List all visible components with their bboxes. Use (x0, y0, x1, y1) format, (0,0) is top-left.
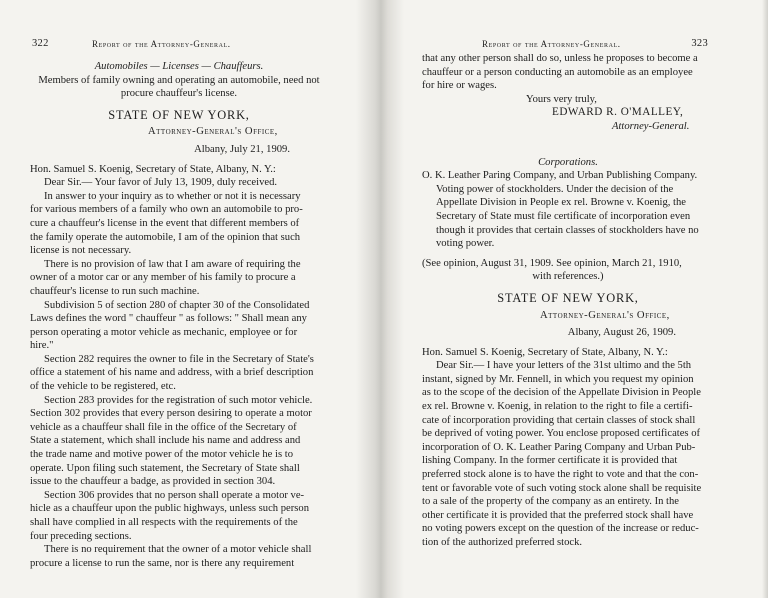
body-line: for hire or wages. (422, 80, 497, 92)
body-line: shall have complied in all respects with the requirements of the (30, 517, 298, 528)
summary-line: Voting power of stockholders. Under the decision of the (436, 183, 674, 195)
body-line: State a statement, which shall include his name and address and (30, 435, 301, 447)
state-heading: STATE OF NEW YORK, (108, 107, 250, 122)
summary-line: procure chauffeur's license. (120, 88, 238, 100)
summary-line: Members of family owning and operating an automobile, need not (38, 74, 320, 86)
state-heading: STATE OF NEW YORK, (497, 290, 639, 305)
see-opinion: (See opinion, August 31, 1909. See opinion, March 21, 1910, (422, 257, 682, 269)
right-page-header (422, 38, 714, 52)
office-line: Attorney-General's Office, (540, 309, 670, 321)
body-line: Subdivision 5 of section 280 of chapter 30 of the Consolidated (44, 299, 310, 311)
running-head: Report of the Attorney-General. (92, 39, 231, 49)
body-line: to a sale of the property of the company as an entirety. In the (422, 496, 680, 508)
dateline: Albany, August 26, 1909. (567, 327, 676, 339)
body-line: four preceding sections. (30, 530, 132, 542)
office-line: Attorney-General's Office, (148, 126, 278, 138)
body-line: chauffeur's license to run such machine. (30, 285, 200, 297)
closing: Yours very truly, (526, 93, 597, 105)
body-line: issue to the chauffeur a badge, as provided in section 304. (30, 476, 276, 488)
body-line: operate. Upon filing such statement, the Secretary of State shall (30, 462, 300, 474)
body-line: hire." (30, 340, 54, 352)
addressee: Hon. Samuel S. Koenig, Secretary of State, Albany, N. Y.: (30, 163, 276, 175)
page-number: 323 (691, 38, 708, 49)
summary-line: voting power. (436, 238, 495, 250)
body-line: license is not necessary. (30, 245, 132, 257)
page-number: 322 (32, 38, 49, 49)
body-line: owner of a motor car or any member of his family to procure a (30, 272, 296, 284)
body-line: Section 283 provides for the registration of such motor vehicle. (44, 394, 313, 406)
body-line: vehicle as a chauffeur shall file in the office of the Secretary of (30, 421, 297, 433)
body-line: Section 306 provides that no person shall operate a motor ve- (44, 489, 305, 501)
dateline: Albany, July 21, 1909. (194, 143, 290, 155)
body-line: instant, signed by Mr. Fennell, in which you request my opinion (422, 373, 694, 385)
body-line: preferred stock alone is to have the right to vote and that the con- (422, 469, 699, 481)
left-page-header (30, 38, 328, 52)
summary-line: Secretary of State must file certificate of incorporation even (436, 210, 691, 222)
left-page (30, 0, 328, 570)
running-head: Report of the Attorney-General. (482, 39, 621, 49)
addressee: Hon. Samuel S. Koenig, Secretary of State, Albany, N. Y.: (422, 346, 668, 358)
right-page (422, 0, 714, 550)
body-line: the trade name and motive power of the motor vehicle he is to (30, 449, 293, 461)
body-line: the family operate the automobile, I am of the opinion that such (30, 231, 301, 243)
summary-line: O. K. Leather Paring Company, and Urban Publishing Company. (422, 170, 698, 182)
body-line: chauffeur or a person conducting an automobile as an employee (422, 66, 693, 78)
body-line: of the vehicle to be registered, etc. (30, 381, 176, 393)
signature: EDWARD R. O'MALLEY, (552, 106, 684, 119)
summary-line: Appellate Division in People ex rel. Browne v. Koenig, the (436, 197, 686, 209)
body-line: hicle as a chauffeur upon the public highways, unless such person (30, 503, 309, 515)
body-line: office a statement of his name and address, with a brief description (30, 367, 314, 379)
body-line: procure a license to run the same, nor is there any requirement (30, 557, 295, 569)
body-line: other certificate it is provided that the preferred stock shall have (422, 509, 694, 521)
body-line: that any other person shall do so, unless he proposes to become a (422, 53, 698, 64)
body-line: no voting powers except on the question of the increase or reduc- (422, 523, 699, 535)
body-line: There is no requirement that the owner of a motor vehicle shall (44, 544, 312, 556)
body-line: cure a chauffeur's license in the event that different members of (30, 217, 300, 229)
body-line: There is no provision of law that I am aware of requiring the (44, 258, 301, 270)
body-line: ex rel. Browne v. Koenig, in relation to the right to file a certifi- (422, 401, 693, 413)
body-line: cate of incorporation providing that certain classes of stock shall (422, 414, 696, 426)
body-line: incorporation of O. K. Leather Paring Company and Urban Pub- (422, 441, 696, 453)
body-line: Dear Sir.— I have your letters of the 31st ultimo and the 5th (436, 360, 692, 372)
summary-line: though it provides that certain classes of stockholders have no (436, 224, 699, 236)
body-line: person operating a motor vehicle as mechanic, employee or for (30, 326, 298, 338)
body-line: for various members of a family who own an automobile to pro- (30, 204, 303, 216)
body-line: be deprived of voting power. You enclose proposed certificates of (422, 428, 701, 440)
book-gutter (356, 0, 404, 598)
body-line: lishing Company. In the former certificate it is provided that (422, 455, 678, 467)
body-line: tent or favorable vote of such voting stock alone shall be requisite (422, 482, 702, 494)
body-line: In answer to your inquiry as to whether or not it is necessary (44, 190, 301, 202)
subject-heading: Automobiles — Licenses — Chauffeurs. (94, 61, 264, 72)
body-line: Laws defines the word " chauffeur " as follows: " Shall mean any (30, 313, 307, 325)
body-line: Section 282 requires the owner to file in the Secretary of State's (44, 353, 314, 365)
signature-title: Attorney-General. (612, 120, 690, 132)
see-opinion: with references.) (532, 271, 604, 283)
page-edge (762, 0, 768, 598)
subject-heading: Corporations. (538, 156, 598, 168)
body-line: Dear Sir.— Your favor of July 13, 1909, duly received. (44, 177, 278, 189)
body-line: tion of the authorized preferred stock. (422, 537, 583, 548)
body-line: as to the scope of the decision of the Appellate Division in People (422, 387, 701, 399)
body-line: Section 302 provides that every person desiring to operate a motor (30, 408, 312, 420)
